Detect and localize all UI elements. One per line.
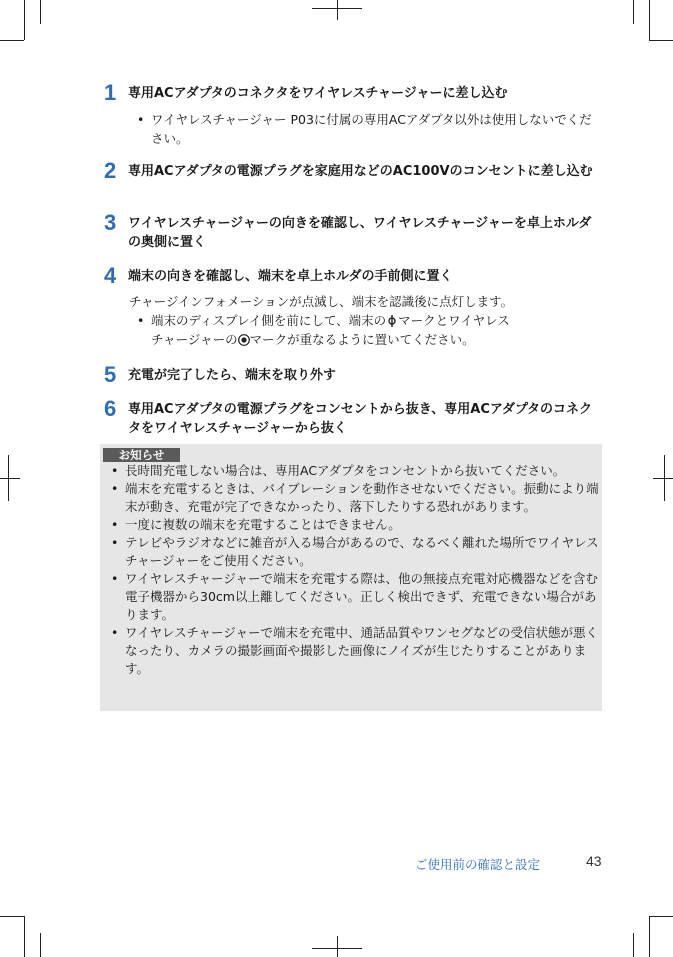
- step-4: [104, 263, 604, 288]
- section-title: ご使用前の確認と設定: [415, 857, 541, 872]
- notice-item: • 長時間充電しない場合は、専用ACアダプタをコンセントから抜いてください。: [111, 462, 599, 480]
- step-number: 3: [104, 210, 117, 235]
- step-2: [104, 158, 604, 183]
- step-4-body: [129, 292, 603, 311]
- notice-item: • ワイヤレスチャージャーで端末を充電する際は、他の無接点充電対応機器などを含む電子機器から30cm以上離してください。正しく検出できず、充電できない場合があります。: [111, 570, 599, 624]
- step-title: 充電が完了したら、端末を取り外す: [128, 368, 337, 383]
- notice-label: お知らせ: [103, 448, 180, 462]
- bullet-item: • ワイヤレスチャージャー P03に付属の専用ACアダプタ以外は使用しないでください。: [137, 110, 603, 148]
- bullet-item: • 端末のディスプレイ側を前にして、端末の マークとワイヤレス チャージャーの マークが重なるように置いてください。: [137, 311, 603, 349]
- wireless-charge-mark-icon: [386, 313, 398, 325]
- step-6: [104, 396, 604, 438]
- step-number: 6: [104, 396, 117, 421]
- notice-item: • テレビやラジオなどに雑音が入る場合があるので、なるべく離れた場所でワイヤレスチャージャーをご使用ください。: [111, 534, 599, 570]
- step-number: 4: [104, 263, 117, 288]
- step-3: [104, 210, 604, 252]
- step-title: 専用ACアダプタの電源プラグをコンセントから抜き、専用ACアダプタのコネクタをワイヤレスチャージャーから抜く: [128, 402, 593, 436]
- notice-list: [111, 462, 599, 678]
- step-5: [104, 362, 604, 387]
- step-1-note: [137, 110, 603, 148]
- page-number: 43: [586, 853, 602, 869]
- step-title: ワイヤレスチャージャーの向きを確認し、ワイヤレスチャージャーを卓上ホルダの奥側に置く: [128, 216, 592, 250]
- step-number: 1: [104, 80, 117, 105]
- step-title: 端末の向きを確認し、端末を卓上ホルダの手前側に置く: [128, 269, 453, 284]
- step-number: 5: [104, 362, 117, 387]
- step-1: [104, 80, 604, 105]
- step-number: 2: [104, 158, 117, 183]
- step-4-text: チャージインフォメーションが点滅し、端末を認識後に点灯します。: [129, 294, 514, 309]
- step-4-note: [137, 311, 603, 349]
- notice-item: • 一度に複数の端末を充電することはできません。: [111, 516, 599, 534]
- notice-item: • 端末を充電するときは、バイブレーションを動作させないでください。振動により端末が動き、充電が完了できなかったり、落下したりする恐れがあります。: [111, 480, 599, 516]
- step-title: 専用ACアダプタのコネクタをワイヤレスチャージャーに差し込む: [128, 86, 508, 101]
- notice-item: • ワイヤレスチャージャーで端末を充電中、通話品質やワンセグなどの受信状態が悪くなったり、カメラの撮影画面や撮影した画像にノイズが生じたりすることがあります。: [111, 624, 599, 678]
- step-title: 専用ACアダプタの電源プラグを家庭用などのAC100Vのコンセントに差し込む: [128, 164, 593, 179]
- charger-mark-icon: [238, 332, 250, 344]
